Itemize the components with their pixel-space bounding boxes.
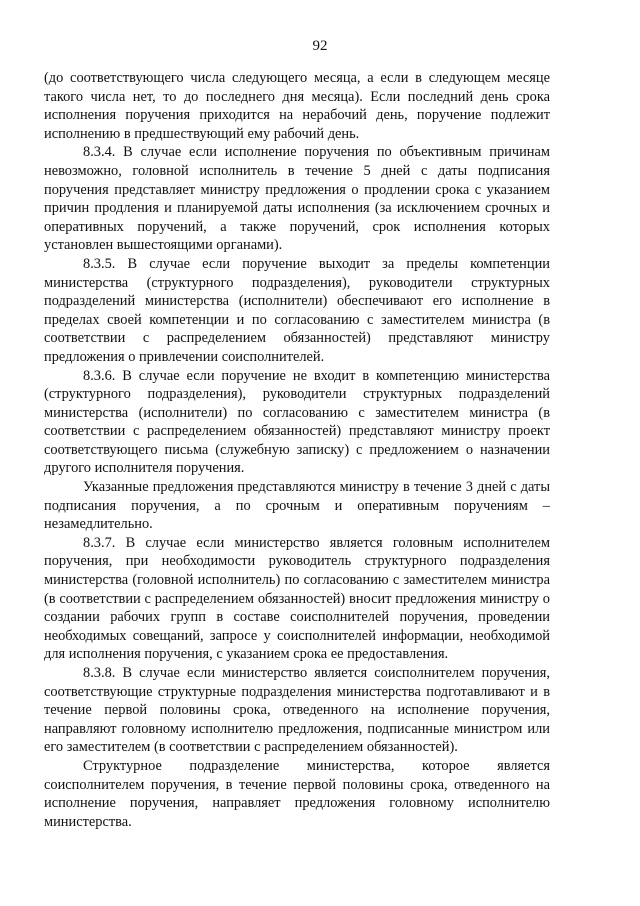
- page-number: 92: [312, 38, 328, 54]
- paragraph-8-3-7: 8.3.7. В случае если министерство является головным исполнителем поручения, при необходимости руководитель структурного подразделения министерства (головной исполнитель) по согласованию с заместителем министра (в соответствии с распределением обязанностей) вносит предложения министру о создании рабочих групп в составе соисполнителей поручения, проведении необходимых совещаний, запросе у соисполнителей информации, необходимой для исполнения поручения, с указанием срока ее предоставления.: [44, 534, 550, 663]
- document-body: [44, 69, 550, 831]
- paragraph-continuation: (до соответствующего числа следующего месяца, а если в следующем месяце такого числа нет, то до последнего дня месяца). Если последний день срока исполнения поручения приходится на нерабочий день, поручение подлежит исполнению в предшествующий ему рабочий день.: [44, 70, 550, 142]
- paragraph-proposals-deadline: Указанные предложения представляются министру в течение 3 дней с даты подписания поручения, а по срочным и оперативным поручениям – незамедлительно.: [44, 479, 550, 533]
- paragraph-8-3-8: 8.3.8. В случае если министерство является соисполнителем поручения, соответствующие структурные подразделения министерства подготавливают и в течение первой половины срока, отведенного на исполнение поручения, направляют головному исполнителю предложения, подписанные министром или его заместителем (в соответствии с распределением обязанностей).: [44, 665, 550, 756]
- paragraph-structural-unit: Структурное подразделение министерства, которое является соисполнителем поручения, в течение первой половины срока, отведенного на исполнение поручения, направляет предложения головному исполнителю министерства.: [44, 757, 550, 830]
- paragraph-8-3-5: 8.3.5. В случае если поручение выходит за пределы компетенции министерства (структурного подразделения), руководители структурных подразделений министерства (исполнители) обеспечивают его исполнение в пределах своей компетенции и по согласованию с заместителем министра (в соответствии с распределением обязанностей) представляют министру предложения о привлечении соисполнителей.: [44, 255, 550, 365]
- paragraph-8-3-4: 8.3.4. В случае если исполнение поручения по объективным причинам невозможно, головной исполнитель в течение 5 дней с даты подписания поручения представляет министру предложения о продлении срока с указанием причин продления и планируемой даты исполнения (за исключением срочных и оперативных поручений, а также поручений, срок исполнения которых установлен вышестоящими органами).: [44, 144, 550, 254]
- paragraph-8-3-6: 8.3.6. В случае если поручение не входит в компетенцию министерства (структурного подразделения), руководители структурных подразделений министерства (исполнители) по согласованию с заместителем министра (в соответствии с распределением обязанностей) представляют министру проект соответствующего письма (служебную записку) с предложением о назначении другого исполнителя поручения.: [44, 367, 550, 477]
